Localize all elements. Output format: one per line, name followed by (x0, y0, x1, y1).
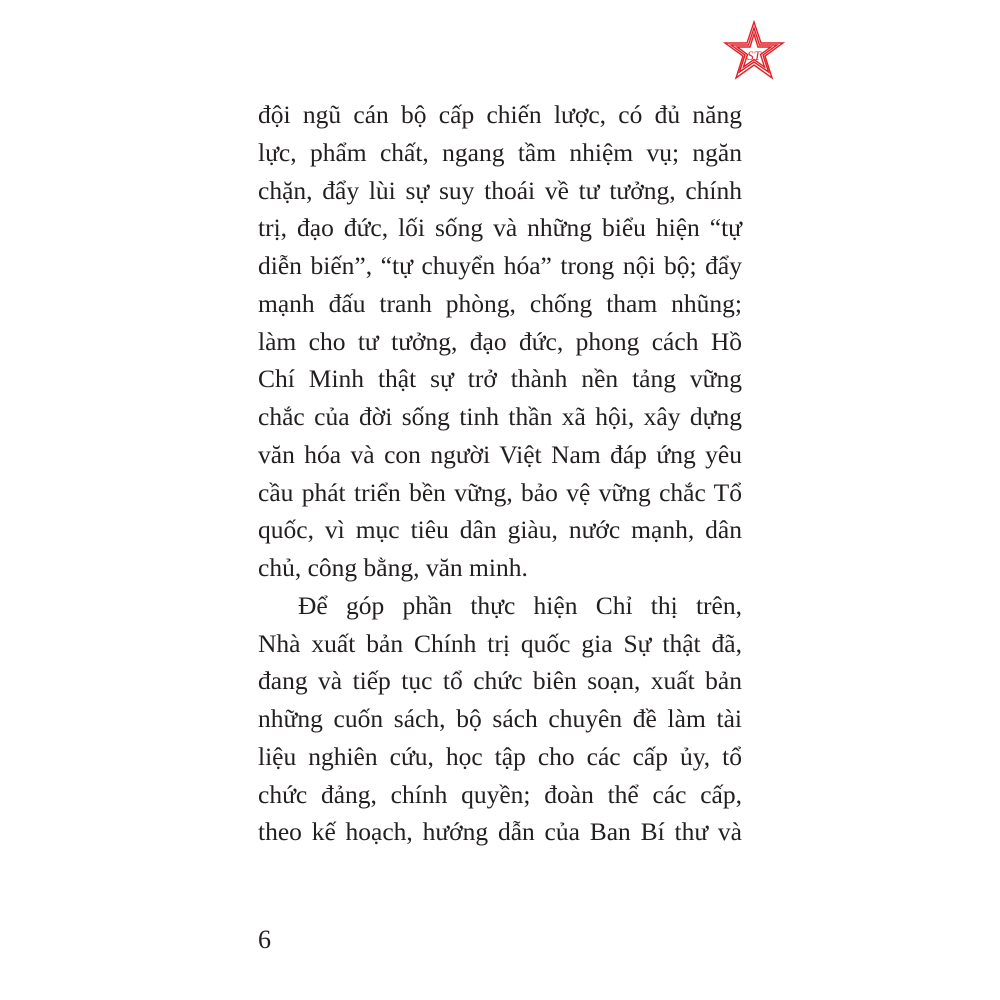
text-line: trị, đạo đức, lối sống và những biểu hiện “tự (258, 213, 742, 243)
paragraph (258, 587, 742, 851)
text-line: diễn biến”, “tự chuyển hóa” trong nội bộ; đẩy (258, 251, 742, 280)
text-line: chức đảng, chính quyền; đoàn thể các cấp, (258, 779, 742, 809)
text-line: cầu phát triển bền vững, bảo vệ vững chắc Tổ (258, 477, 742, 507)
text-line: đội ngũ cán bộ cấp chiến lược, có đủ năng (258, 100, 742, 129)
text-line: lực, phẩm chất, ngang tầm nhiệm vụ; ngăn (258, 137, 742, 167)
text-line: quốc, vì mục tiêu dân giàu, nước mạnh, dân (258, 515, 742, 545)
text-line: mạnh đấu tranh phòng, chống tham nhũng; (258, 288, 742, 318)
body-text (258, 96, 742, 851)
text-line: Để góp phần thực hiện Chỉ thị trên, (298, 590, 742, 620)
publisher-logo (722, 20, 786, 84)
text-line: Nhà xuất bản Chính trị quốc gia Sự thật đã, (258, 628, 742, 658)
text-line: chặn, đẩy lùi sự suy thoái về tư tưởng, chính (258, 175, 742, 205)
text-line: văn hóa và con người Việt Nam đáp ứng yêu (258, 439, 742, 469)
text-line: liệu nghiên cứu, học tập cho các cấp ủy, tổ (258, 741, 742, 771)
text-line: đang và tiếp tục tổ chức biên soạn, xuất bản (258, 666, 742, 696)
page-number: 6 (258, 925, 271, 954)
text-line: Chí Minh thật sự trở thành nền tảng vững (258, 364, 742, 394)
text-line: theo kế hoạch, hướng dẫn của Ban Bí thư và (258, 817, 742, 847)
text-line: những cuốn sách, bộ sách chuyên đề làm tài (258, 704, 742, 733)
svg-text:ST: ST (747, 48, 761, 63)
text-line: chắc của đời sống tinh thần xã hội, xây dựng (258, 402, 742, 431)
text-line: làm cho tư tưởng, đạo đức, phong cách Hồ (258, 326, 742, 356)
text-line: chủ, công bằng, văn minh. (258, 553, 528, 582)
paragraph (258, 96, 742, 587)
